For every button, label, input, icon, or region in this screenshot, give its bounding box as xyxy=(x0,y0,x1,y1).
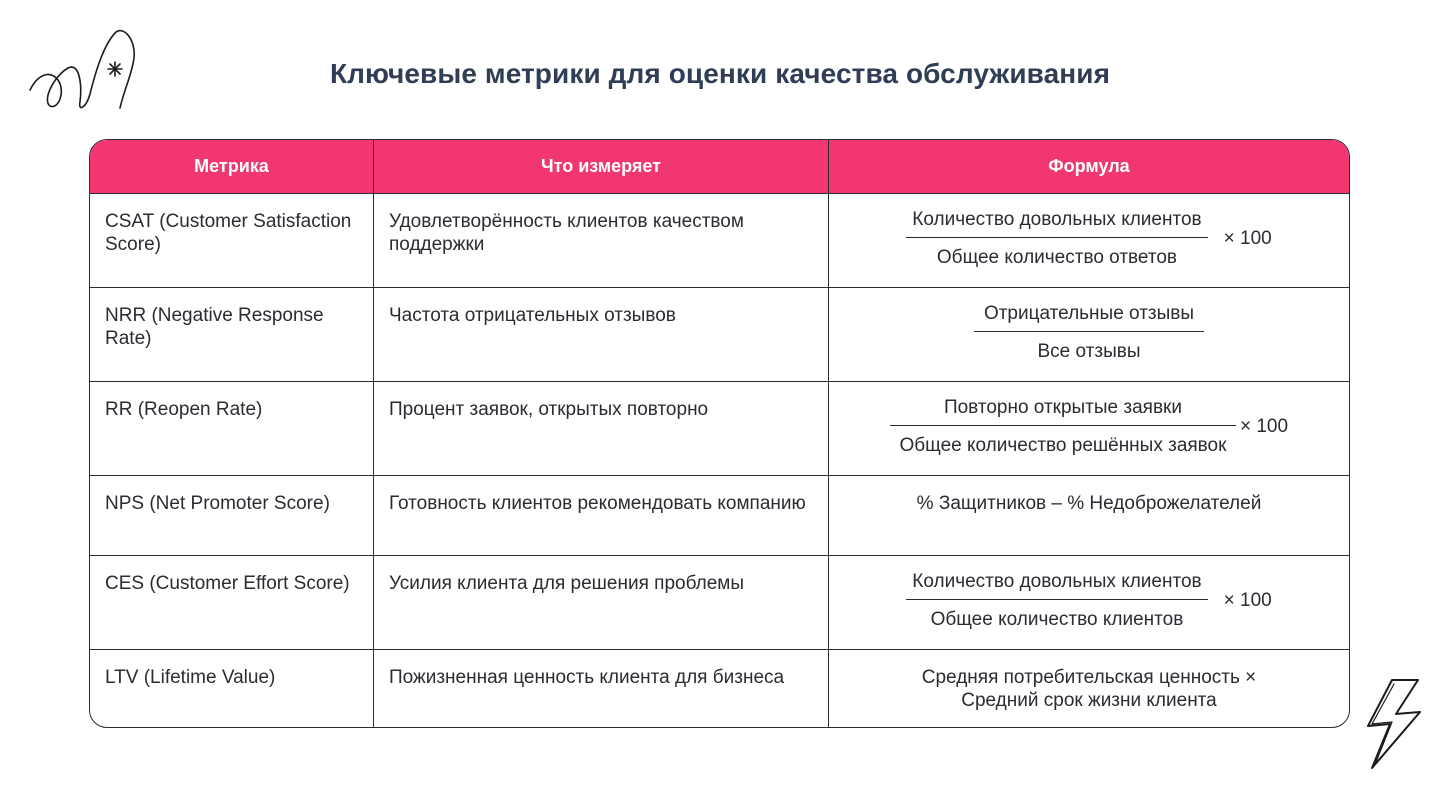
formula-text: % Защитников – % Недоброжелателей xyxy=(916,493,1262,514)
multiplier: × 100 xyxy=(1239,416,1289,437)
fraction xyxy=(906,570,1207,631)
formula-cell xyxy=(829,382,1350,476)
measures-cell: Усилия клиента для решения проблемы xyxy=(374,556,829,650)
metric-cell: NPS (Net Promoter Score) xyxy=(90,476,374,556)
formula-cell xyxy=(829,288,1350,382)
metric-cell: RR (Reopen Rate) xyxy=(90,382,374,476)
header-metric: Метрика xyxy=(90,140,374,194)
table-row xyxy=(90,194,1349,288)
denominator: Общее количество клиентов xyxy=(930,609,1184,630)
denominator: Все отзывы xyxy=(1037,341,1141,362)
table-row xyxy=(90,476,1349,556)
header-formula: Формула xyxy=(829,140,1350,194)
multiplier: × 100 xyxy=(1223,590,1272,611)
denominator: Общее количество решённых заявок xyxy=(899,435,1227,456)
measures-cell: Готовность клиентов рекомендовать компанию xyxy=(374,476,829,556)
formula-cell xyxy=(829,194,1350,288)
denominator: Общее количество ответов xyxy=(936,247,1177,268)
metric-cell: CES (Customer Effort Score) xyxy=(90,556,374,650)
measures-cell: Удовлетворённость клиентов качеством поддержки xyxy=(374,194,829,288)
table-header-row xyxy=(90,140,1349,194)
formula-cell xyxy=(829,476,1350,556)
metric-cell: NRR (Negative Response Rate) xyxy=(90,288,374,382)
numerator: Количество довольных клиентов xyxy=(906,208,1207,238)
formula-cell xyxy=(829,650,1350,729)
table-row xyxy=(90,288,1349,382)
table-row xyxy=(90,382,1349,476)
measures-cell: Частота отрицательных отзывов xyxy=(374,288,829,382)
formula-line-2: Средний срок жизни клиента xyxy=(961,690,1217,711)
formula-text xyxy=(829,666,1349,712)
page-title: Ключевые метрики для оценки качества обслуживания xyxy=(329,58,1111,89)
measures-cell: Пожизненная ценность клиента для бизнеса xyxy=(374,650,829,729)
multiplier: × 100 xyxy=(1223,228,1272,249)
metrics-table xyxy=(89,139,1350,728)
measures-cell: Процент заявок, открытых повторно xyxy=(374,382,829,476)
table-row xyxy=(90,650,1349,729)
metric-cell: LTV (Lifetime Value) xyxy=(90,650,374,729)
numerator: Отрицательные отзывы xyxy=(974,302,1204,332)
metric-cell: CSAT (Customer Satisfaction Score) xyxy=(90,194,374,288)
fraction xyxy=(906,208,1207,269)
lightning-icon xyxy=(1362,676,1428,772)
numerator: Количество довольных клиентов xyxy=(906,570,1207,600)
header-measures: Что измеряет xyxy=(374,140,829,194)
fraction xyxy=(974,302,1204,363)
fraction xyxy=(890,396,1236,457)
formula-line-1: Средняя потребительская ценность × xyxy=(921,667,1257,688)
numerator: Повторно открытые заявки xyxy=(890,396,1236,426)
formula-cell xyxy=(829,556,1350,650)
table-row xyxy=(90,556,1349,650)
